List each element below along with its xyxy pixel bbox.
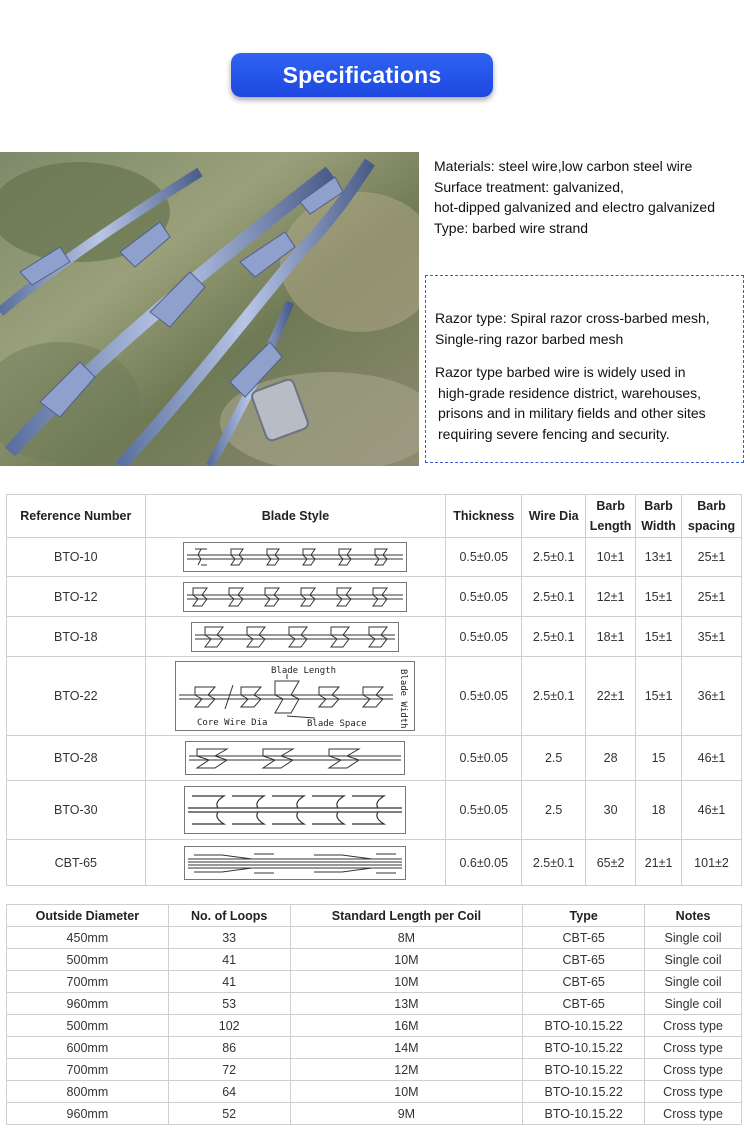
loops: 53 xyxy=(168,993,290,1015)
type: CBT-65 xyxy=(523,927,645,949)
barb-length: 12±1 xyxy=(586,577,636,617)
thickness: 0.5±0.05 xyxy=(446,577,522,617)
notes: Cross type xyxy=(645,1059,742,1081)
table-row xyxy=(7,840,742,886)
notes: Cross type xyxy=(645,1103,742,1125)
table-row xyxy=(7,971,742,993)
loops: 86 xyxy=(168,1037,290,1059)
table-row xyxy=(7,927,742,949)
type-line: Type: barbed wire strand xyxy=(434,219,589,236)
notes: Cross type xyxy=(645,1037,742,1059)
barb-width: 15±1 xyxy=(636,657,682,736)
barb-length: 28 xyxy=(586,736,636,781)
loops: 33 xyxy=(168,927,290,949)
table-row xyxy=(7,577,742,617)
blade-bto-28-diagram xyxy=(185,741,405,775)
outside-diameter: 700mm xyxy=(7,1059,169,1081)
reference-number: BTO-18 xyxy=(7,617,146,657)
barb-length: 30 xyxy=(586,781,636,840)
barb-length: 22±1 xyxy=(586,657,636,736)
blade-style-cell xyxy=(145,736,446,781)
table-row xyxy=(7,993,742,1015)
thickness: 0.5±0.05 xyxy=(446,617,522,657)
blade-bto-10-diagram xyxy=(183,542,407,572)
standard-length: 12M xyxy=(290,1059,523,1081)
type: BTO-10.15.22 xyxy=(523,1015,645,1037)
notes: Cross type xyxy=(645,1081,742,1103)
wire-dia: 2.5±0.1 xyxy=(522,617,586,657)
coil-spec-table xyxy=(6,904,742,1125)
materials-info xyxy=(434,156,715,238)
wire-dia: 2.5±0.1 xyxy=(522,840,586,886)
razor-usage-line: Razor type barbed wire is widely used in xyxy=(435,364,686,380)
thickness: 0.5±0.05 xyxy=(446,657,522,736)
materials-line: Materials: steel wire,low carbon steel wire xyxy=(434,158,693,174)
type: BTO-10.15.22 xyxy=(523,1037,645,1059)
header-outside-diameter: Outside Diameter xyxy=(7,905,169,927)
notes: Single coil xyxy=(645,993,742,1015)
loops: 102 xyxy=(168,1015,290,1037)
razor-type-line: Razor type: Spiral razor cross-barbed mesh, xyxy=(435,310,710,326)
label-blade-length: Blade Length xyxy=(271,666,337,676)
table-row xyxy=(7,1103,742,1125)
barb-width: 13±1 xyxy=(636,538,682,577)
blade-style-cell xyxy=(145,617,446,657)
type: CBT-65 xyxy=(523,971,645,993)
table-row xyxy=(7,657,742,736)
outside-diameter: 960mm xyxy=(7,993,169,1015)
outside-diameter: 800mm xyxy=(7,1081,169,1103)
table-row xyxy=(7,538,742,577)
thickness: 0.6±0.05 xyxy=(446,840,522,886)
header-blade-style: Blade Style xyxy=(145,495,446,538)
blade-bto-22-diagram xyxy=(175,661,415,731)
header-barb-length: Barb Length xyxy=(586,495,636,538)
header-barb-width: Barb Width xyxy=(636,495,682,538)
header-type: Type xyxy=(523,905,645,927)
barb-spacing: 46±1 xyxy=(682,781,742,840)
barb-width: 15±1 xyxy=(636,577,682,617)
blade-style-cell xyxy=(145,781,446,840)
notes: Single coil xyxy=(645,949,742,971)
thickness: 0.5±0.05 xyxy=(446,781,522,840)
wire-dia: 2.5 xyxy=(522,736,586,781)
standard-length: 10M xyxy=(290,949,523,971)
type: BTO-10.15.22 xyxy=(523,1059,645,1081)
reference-number: BTO-28 xyxy=(7,736,146,781)
loops: 64 xyxy=(168,1081,290,1103)
reference-number: BTO-22 xyxy=(7,657,146,736)
barb-width: 15±1 xyxy=(636,617,682,657)
loops: 41 xyxy=(168,949,290,971)
razor-wire-illustration xyxy=(0,152,419,466)
barb-length: 65±2 xyxy=(586,840,636,886)
label-blade-width: Blade Width xyxy=(398,669,409,729)
header-standard-length: Standard Length per Coil xyxy=(290,905,523,927)
standard-length: 10M xyxy=(290,1081,523,1103)
table-row xyxy=(7,781,742,840)
thickness: 0.5±0.05 xyxy=(446,736,522,781)
standard-length: 9M xyxy=(290,1103,523,1125)
blade-style-cell xyxy=(145,657,446,736)
header-reference-number: Reference Number xyxy=(7,495,146,538)
blade-bto-30-diagram xyxy=(184,786,406,834)
header-no-of-loops: No. of Loops xyxy=(168,905,290,927)
standard-length: 10M xyxy=(290,971,523,993)
razor-usage-line: high-grade residence district, warehouses, xyxy=(438,384,702,401)
outside-diameter: 450mm xyxy=(7,927,169,949)
barb-spacing: 25±1 xyxy=(682,538,742,577)
reference-number: BTO-30 xyxy=(7,781,146,840)
table-row xyxy=(7,1015,742,1037)
barb-length: 10±1 xyxy=(586,538,636,577)
reference-number: CBT-65 xyxy=(7,840,146,886)
label-core-wire-dia: Core Wire Dia xyxy=(197,718,268,728)
blade-bto-18-diagram xyxy=(191,622,399,652)
wire-dia: 2.5±0.1 xyxy=(522,538,586,577)
razor-usage-line: requiring severe fencing and security. xyxy=(438,425,670,442)
outside-diameter: 500mm xyxy=(7,1015,169,1037)
table-row xyxy=(7,1037,742,1059)
type: CBT-65 xyxy=(523,993,645,1015)
table-header-row xyxy=(7,905,742,927)
type: BTO-10.15.22 xyxy=(523,1103,645,1125)
standard-length: 13M xyxy=(290,993,523,1015)
outside-diameter: 700mm xyxy=(7,971,169,993)
razor-type-box xyxy=(425,275,744,463)
table-row xyxy=(7,1059,742,1081)
barb-width: 21±1 xyxy=(636,840,682,886)
table-row xyxy=(7,1081,742,1103)
blade-style-cell xyxy=(145,577,446,617)
wire-dia: 2.5 xyxy=(522,781,586,840)
header-wire-dia: Wire Dia xyxy=(522,495,586,538)
outside-diameter: 500mm xyxy=(7,949,169,971)
barb-spacing: 101±2 xyxy=(682,840,742,886)
notes: Single coil xyxy=(645,927,742,949)
loops: 52 xyxy=(168,1103,290,1125)
loops: 72 xyxy=(168,1059,290,1081)
outside-diameter: 960mm xyxy=(7,1103,169,1125)
header-thickness: Thickness xyxy=(446,495,522,538)
reference-number: BTO-10 xyxy=(7,538,146,577)
razor-type-line: Single-ring razor barbed mesh xyxy=(435,330,624,347)
table-row xyxy=(7,617,742,657)
barb-width: 18 xyxy=(636,781,682,840)
table-row xyxy=(7,736,742,781)
barb-spacing: 25±1 xyxy=(682,577,742,617)
blade-cbt-65-diagram xyxy=(184,846,406,880)
blade-style-cell xyxy=(145,840,446,886)
blade-style-cell xyxy=(145,538,446,577)
barb-spacing: 36±1 xyxy=(682,657,742,736)
barb-length: 18±1 xyxy=(586,617,636,657)
barb-width: 15 xyxy=(636,736,682,781)
galvanized-line: hot-dipped galvanized and electro galvanized xyxy=(434,199,715,215)
standard-length: 14M xyxy=(290,1037,523,1059)
type: CBT-65 xyxy=(523,949,645,971)
wire-dia: 2.5±0.1 xyxy=(522,577,586,617)
standard-length: 8M xyxy=(290,927,523,949)
header-barb-spacing: Barb spacing xyxy=(682,495,742,538)
table-row xyxy=(7,949,742,971)
header-notes: Notes xyxy=(645,905,742,927)
blade-spec-table xyxy=(6,494,742,886)
surface-treatment-line: Surface treatment: galvanized, xyxy=(434,178,624,195)
wire-dia: 2.5±0.1 xyxy=(522,657,586,736)
specifications-banner xyxy=(231,53,493,97)
razor-usage-line: prisons and in military fields and other sites xyxy=(438,405,706,421)
table-header-row xyxy=(7,495,742,538)
notes: Cross type xyxy=(645,1015,742,1037)
notes: Single coil xyxy=(645,971,742,993)
loops: 41 xyxy=(168,971,290,993)
outside-diameter: 600mm xyxy=(7,1037,169,1059)
blade-bto-12-diagram xyxy=(183,582,407,612)
standard-length: 16M xyxy=(290,1015,523,1037)
type: BTO-10.15.22 xyxy=(523,1081,645,1103)
label-blade-space: Blade Space xyxy=(307,719,368,729)
razor-wire-photo xyxy=(0,152,419,466)
reference-number: BTO-12 xyxy=(7,577,146,617)
banner-title: Specifications xyxy=(282,61,442,88)
barb-spacing: 46±1 xyxy=(682,736,742,781)
thickness: 0.5±0.05 xyxy=(446,538,522,577)
barb-spacing: 35±1 xyxy=(682,617,742,657)
